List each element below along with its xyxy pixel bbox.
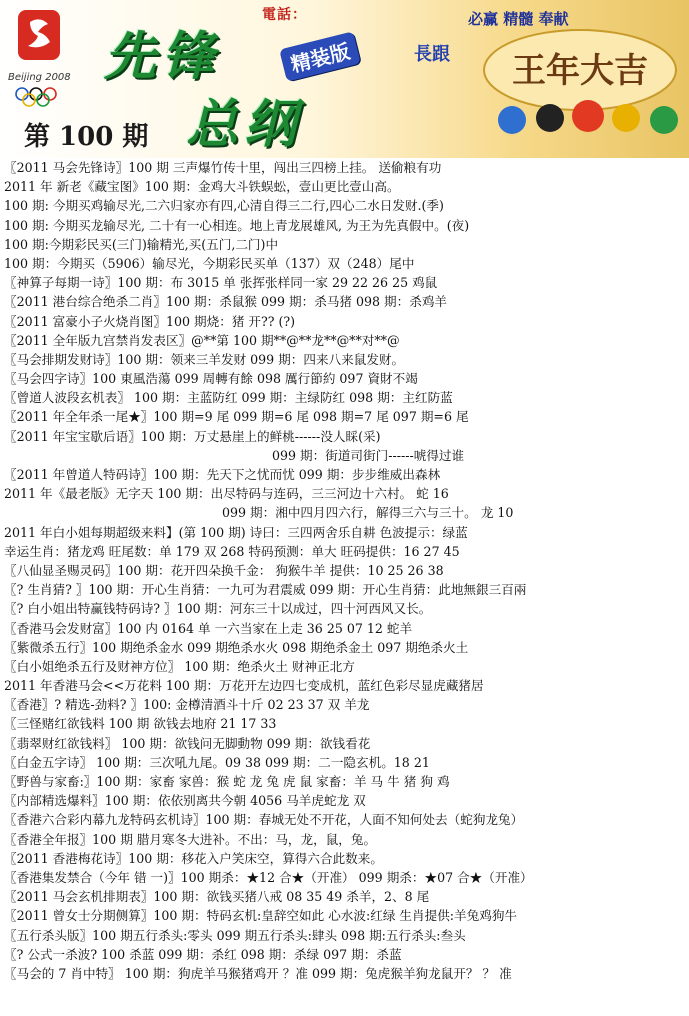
text-line: 〖2011 马会玄机排期表〗100 期：欲钱买猪八戒 08 35 49 杀羊，2、8 尾 xyxy=(4,889,430,905)
text-line: 〖2011 曾女士分期侧算〗100 期：特码玄机:皇辞空如此 心水波:红绿 生肖提供:羊兔鸡狗牛 xyxy=(4,908,518,924)
text-line: 〖野兽与家畜:〗100 期：家畜 家兽：猴 蛇 龙 兔 虎 鼠 家畜：羊 马 牛 猪 狗 鸡 xyxy=(4,774,450,789)
text-line: 〖2011 马会先锋诗〗100 期 三声爆竹传十里，闯出三四榜上挂。 送偷粮有功 xyxy=(4,160,442,175)
text-line: 〖翡翠财红欲钱料〗 100 期：欲钱问无脚動物 099 期：欲钱看花 xyxy=(4,735,371,751)
mascots-icon xyxy=(492,96,684,152)
text-line: 〖2011 年宝宝歇后语〗100 期：万丈悬崖上的鲜桃------没人睬(采) xyxy=(4,428,381,444)
text-line: 〖? 公式一杀波? 100 杀蓝 099 期：杀红 098 期：杀绿 097 期：杀蓝 xyxy=(4,946,402,962)
text-line: 〖马会的 7 肖中特〗 100 期：狗虎羊马猴猪鸡开 ？准 099 期：兔虎猴羊狗龙鼠开？ ？ 准 xyxy=(4,965,512,981)
text-line: 2011 年白小姐每期超级来料】(第 100 期) 诗曰：三四两舍乐自耕 色波提示：绿蓝 xyxy=(4,524,468,540)
svg-text:王年大吉: 王年大吉 xyxy=(512,51,648,91)
text-line: 099 期：街道司街门------唬得过谁 xyxy=(272,447,465,463)
text-line: 〖2011 富豪小子火烧肖图〗100 期烧：猪 开?? (?) xyxy=(4,313,296,329)
text-line: 100 期: 今期买龙输尽光, 二十有一心相连。地上青龙展雄风, 为王为先真假中。(夜) xyxy=(4,217,470,233)
edition-badge: 精装版 xyxy=(279,31,361,81)
text-line: 099 期：湘中四月四六行，解得三六与三十。 龙 10 xyxy=(222,505,514,521)
text-line: 〖香港六合彩内幕九龙特码玄机诗〗100 期：春城无处不开花，人面不知何处去（蛇狗龙兔） xyxy=(4,812,524,828)
title-line-1: 先锋 xyxy=(104,27,221,87)
text-line: 100 期: 今期买鸡输尽光,二六归家亦有四,心清自得三二行,四心二水日发财.(季) xyxy=(4,198,444,214)
title-line-2: 总纲 xyxy=(186,95,303,155)
text-line: 〖香港〗? 精选-劲料? 〗100: 金樽清酒斗十斤 02 23 37 双 羊龙 xyxy=(4,697,370,713)
text-line: 〖2011 年曾道人特码诗〗100 期：先天下之忧而忧 099 期：步步维威出森林 xyxy=(4,467,441,482)
olympic-text: Beijing 2008 xyxy=(8,72,71,83)
document-body xyxy=(0,158,689,983)
text-line: 100 期:今期彩民买(三门)输精光,买(五门,二门)中 xyxy=(4,236,279,252)
text-line: 〖内部精选爆料〗100 期：依依别离共今朝 4056 马羊虎蛇龙 双 xyxy=(4,793,366,809)
header-banner xyxy=(0,0,689,158)
text-line: 〖香港马会发财富〗100 内 0164 单 一六当家在上走 36 25 07 12 蛇羊 xyxy=(4,620,413,636)
text-line: 100 期：今期买（5906）输尽光，今期彩民买单（137）双（248）尾中 xyxy=(4,255,415,271)
tagline: 必赢 精髓 奉献 xyxy=(468,10,569,28)
text-line: 〖曾道人波段玄机表〗 100 期：主蓝防红 099 期：主绿防红 098 期：主红防蓝 xyxy=(4,390,453,406)
text-line: 2011 年香港马会<<万花料 100 期：万花开左边四七变成机，蓝红色彩尽显虎藏猪居 xyxy=(4,678,484,694)
olympic-rings-icon xyxy=(12,86,72,108)
text-line: 〖白小姐绝杀五行及财神方位〗 100 期：绝杀火土 财神正北方 xyxy=(4,658,355,674)
text-line: 幸运生肖：猪龙鸡 旺尾数：单 179 双 268 特码预测：单大 旺码提供：16 27 45 xyxy=(4,543,460,559)
text-line: 〖2011 港台综合绝杀二肖〗100 期：杀鼠猴 099 期：杀马猪 098 期：杀鸡羊 xyxy=(4,294,448,310)
text-line: 〖? 白小姐出特赢钱特码诗? 〗100 期：河东三十以成过，四十河西风又长。 xyxy=(4,601,432,617)
text-line: 2011 年《最老版》无字天 100 期：出尽特码与连码，三三河边十六村。 蛇 16 xyxy=(4,486,449,502)
text-line: 〖马会四字诗〗100 東風浩蕩 099 周轉有餘 098 厲行節約 097 資財不竭 xyxy=(4,371,418,387)
text-line: 〖三怪赌红欲钱料 100 期 欲钱去地府 21 17 33 xyxy=(4,716,277,732)
text-line: 〖五行杀头版〗100 期五行杀头:零头 099 期五行杀头:肆头 098 期:五行杀头:叁头 xyxy=(4,927,466,943)
text-line: 〖八仙显圣赐灵码〗100 期：花开四朵换千金： 狗猴牛羊 提供：10 25 26 38 xyxy=(4,562,444,578)
text-line: 〖2011 年全年杀一尾★〗100 期=9 尾 099 期=6 尾 098 期=7 尾 097 期=6 尾 xyxy=(4,409,469,425)
text-line: 〖神算子每期一诗〗100 期：布 3015 单 张挥张样同一家 29 22 26 25 鸡鼠 xyxy=(4,275,438,291)
text-line: 〖香港集发禁合（今年 错 一)〗100 期杀：★12 合★（开准） 099 期杀：★07 合★（开准） xyxy=(4,869,533,885)
text-line: 〖2011 香港梅花诗〗100 期：移花入户笑床空，算得六合此数来。 xyxy=(4,850,383,866)
issue-number: 第 100 期 xyxy=(24,122,149,152)
text-line: 〖白金五字诗〗 100 期：三次吼九尾。09 38 099 期：二一隐玄机。18 21 xyxy=(4,754,430,770)
text-line: 〖? 生肖猜? 〗100 期：开心生肖猜：一九可为君震威 099 期：开心生肖猜：此地無銀三百兩 xyxy=(4,582,527,598)
text-line: 〖马会排期发财诗〗100 期：领来三羊发财 099 期：四来八来鼠发财。 xyxy=(4,351,405,367)
text-line: 〖紫微杀五行〗100 期绝杀金水 099 期绝杀水火 098 期绝杀金土 097 期绝杀火土 xyxy=(4,639,469,655)
phone-label: 電話： xyxy=(262,7,307,23)
text-line: 〖2011 全年版九宫禁肖发表区〗@**第 100 期**@**龙**@**对**@ xyxy=(4,332,400,348)
text-line: 〖香港全年报〗100 期 腊月寒冬大进补。不出：马，龙，鼠，兔。 xyxy=(4,831,377,847)
text-line: 2011 年 新老《藏宝图》100 期：金鸡大斗铁蜈蚣，壹山更比壹山高。 xyxy=(4,179,400,195)
follow-label: 長跟 xyxy=(414,44,450,65)
